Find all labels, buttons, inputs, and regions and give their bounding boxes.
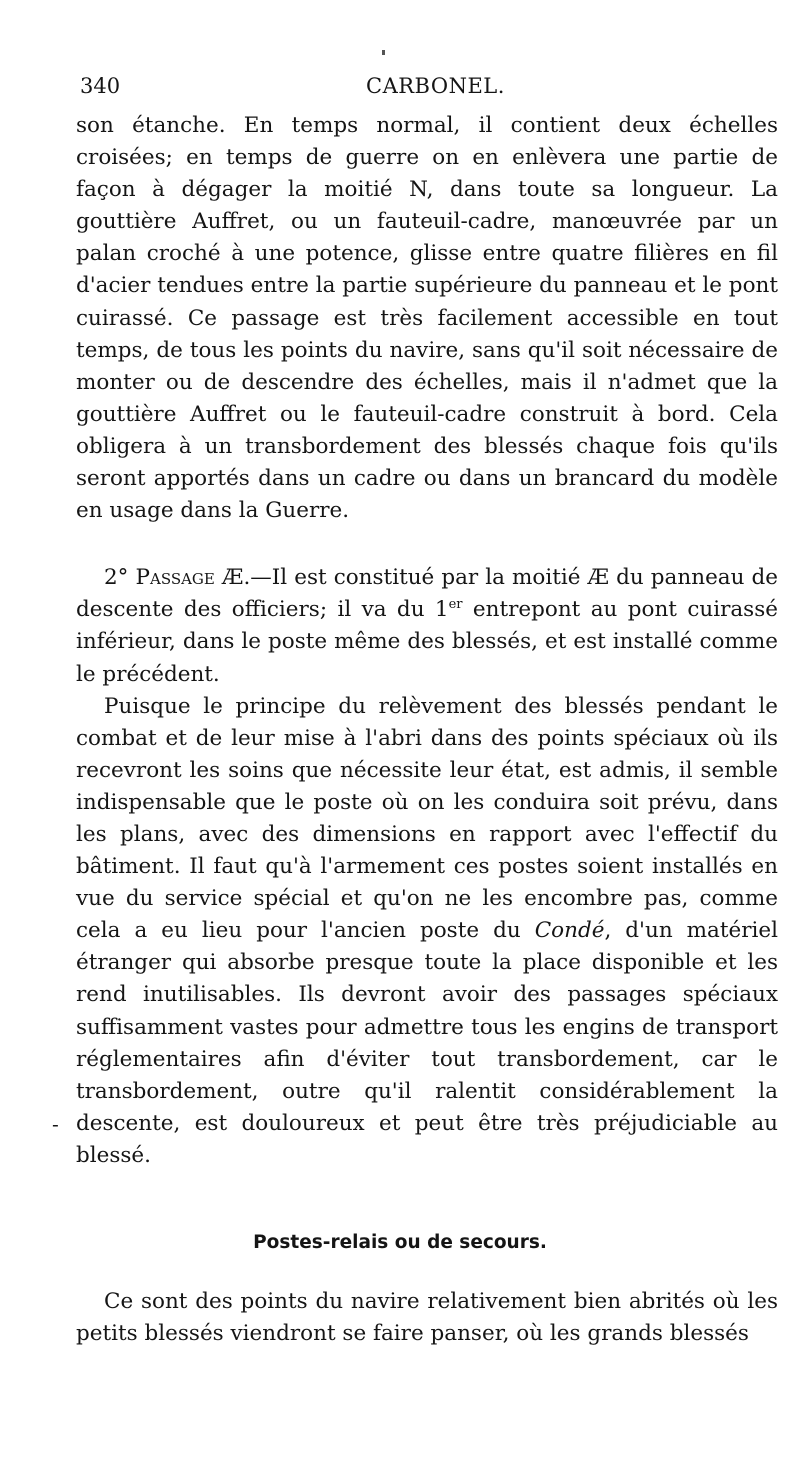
item-text-b: entrepont au pont cuirassé inférieur, dans le poste même des blessés, et est installé comme le précédent.: [76, 597, 778, 687]
section-text-block: [76, 1286, 778, 1350]
margin-dash-mark: -: [52, 1112, 59, 1136]
item-text-a: —Il est constitué par la moitié Æ du panneau de descente des officiers; il va du 1: [76, 565, 779, 623]
print-speck: [382, 50, 385, 55]
page-number: 340: [80, 74, 121, 98]
item-number: 2°: [104, 565, 129, 591]
ship-name-conde: Condé: [534, 918, 605, 944]
principle-text-a: Puisque le principe du relèvement des blessés pendant le combat et de leur mise à l'abri dans des points spéciaux où ils recevront les soins que nécessite leur état, est admis, il semble indispensable que le poste où on les conduira soit prévu, dans les plans, avec des dimensions en rapport avec l'effectif du bâtiment. Il faut qu'à l'armement ces postes soient installés en vue du service spécial et qu'on ne les encombre pas, comme cela a eu lieu pour l'ancien poste du: [76, 693, 778, 944]
section-heading: Postes-relais ou de secours.: [253, 1232, 547, 1253]
paragraph-passage-ae: [76, 562, 778, 690]
paragraph-passage-n-continued: son étanche. En temps normal, il contient deux échelles croisées; en temps de guerre on en enlèvera une partie de façon à dégager la moitié N, dans toute sa longueur. La gouttière Auffret, ou un fauteuil-cadre, manœuvrée par un palan croché à une potence, glisse entre quatre filières en fil d'acier tendues entre la partie supérieure du panneau et le pont cuirassé. Ce passage est très facilement accessible en tout temps, de tous les points du navire, sans qu'il soit nécessaire de monter ou de descendre des échelles, mais il n'admet que la gouttière Auffret ou le fauteuil-cadre construit à bord. Cela obligera à un transbordement des blessés chaque fois qu'ils seront apportés dans un cadre ou dans un brancard du modèle en usage dans la Guerre.: [76, 113, 778, 524]
ordinal-superscript: er: [448, 597, 463, 613]
running-title: CARBONEL.: [366, 74, 505, 98]
principle-text-b: , d'un matériel étranger qui absorbe presque toute la place disponible et les rend inutilisables. Ils devront avoir des passages spéciaux suffisamment vastes pour admettre tous les engins de transport réglementaires afin d'éviter tout transbordement, car le transbordement, outre qu'il ralentit considérablement la descente, est douloureux et peut être très préjudiciable au blessé.: [76, 918, 778, 1168]
main-text-block: [76, 110, 778, 1172]
paragraph-postes-relais: Ce sont des points du navire relativement bien abrités où les petits blessés viendront se faire panser, où les grands blessés: [76, 1289, 778, 1346]
running-head: [80, 74, 770, 106]
item-label: Passage Æ.: [135, 565, 251, 591]
paragraph-principle: [76, 691, 778, 1172]
